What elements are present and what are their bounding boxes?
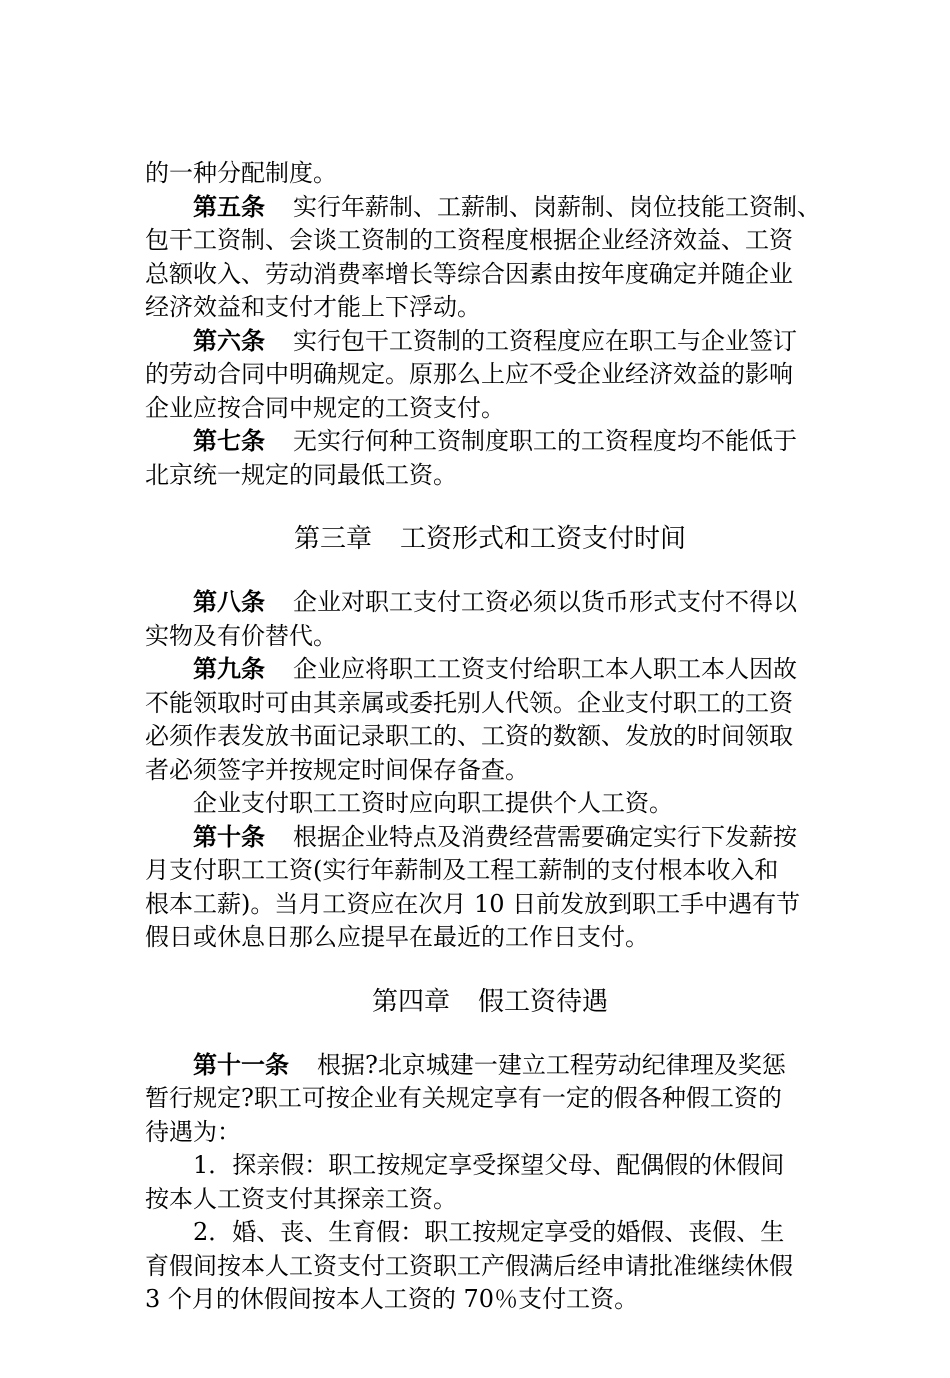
- article-8-first-line: [145, 586, 835, 620]
- text-line: 3 个月的休假间按本人工资的 70％支付工资。: [145, 1285, 639, 1313]
- article-text: 无实行何种工资制度职工的工资程度均不能低于: [293, 427, 797, 455]
- article-label: 第十条: [193, 822, 265, 851]
- text-line: 必须作表发放书面记录职工的、工资的数额、发放的时间领取: [145, 722, 793, 750]
- text-line: 假日或休息日那么应提早在最近的工作日支付。: [145, 923, 649, 951]
- chapter-title: 假工资待遇: [478, 986, 609, 1017]
- article-text: 根据企业特点及消费经营需要确定实行下发薪按: [293, 822, 797, 851]
- text-line: 待遇为：: [145, 1117, 241, 1146]
- text-line: 实物及有价替代。: [145, 621, 337, 650]
- article-label: 第六条: [193, 326, 265, 355]
- article-label: 第十一条: [193, 1050, 289, 1079]
- article-label: 第五条: [193, 192, 265, 221]
- list-item-1-first-line: 1．探亲假：职工按规定享受探望父母、配偶假的休假间: [193, 1151, 785, 1179]
- text-line: 不能领取时可由其亲属或委托别人代领。企业支付职工的工资: [145, 688, 793, 717]
- article-label: 第七条: [193, 427, 265, 455]
- text-line: 的劳动合同中明确规定。原那么上应不受企业经济效益的影响: [145, 360, 793, 388]
- text-line: 月支付职工工资(实行年薪制及工程工薪制的支付根本收入和: [145, 856, 779, 884]
- text-line: 育假间按本人工资支付工资职工产假满后经申请批准继续休假: [145, 1251, 793, 1280]
- article-text: 实行年薪制、工薪制、岗薪制、岗位技能工资制、: [293, 192, 821, 221]
- text-line: 根本工薪)。当月工资应在次月 10 日前发放到职工手中遇有节: [145, 889, 801, 918]
- text-line: 按本人工资支付其探亲工资。: [145, 1184, 457, 1213]
- text-line: 企业应按合同中规定的工资支付。: [145, 393, 505, 422]
- chapter-number: 第三章: [293, 524, 372, 554]
- text-line: 经济效益和支付才能上下浮动。: [145, 293, 481, 321]
- article-10-first-line: [145, 821, 835, 855]
- chapter-number: 第四章: [371, 986, 450, 1017]
- text-line: 暂行规定?职工可按企业有关规定享有一定的假各种假工资的: [145, 1084, 782, 1112]
- text-line: 北京统一规定的同最低工资。: [145, 460, 457, 489]
- text-line: 包干工资制、会谈工资制的工资程度根据企业经济效益、工资: [145, 226, 793, 254]
- chapter-4-heading: [145, 959, 835, 1045]
- article-text: 根据?北京城建一建立工程劳动纪律理及奖惩: [317, 1050, 786, 1079]
- article-5-first-line: [145, 191, 835, 225]
- text-line: 总额收入、劳动消费率增长等综合因素由按年度确定并随企业: [145, 259, 793, 288]
- text-line: 的一种分配制度。: [145, 159, 337, 187]
- article-11-first-line: [145, 1049, 835, 1083]
- paragraph-line: 企业支付职工工资时应向职工提供个人工资。: [193, 789, 673, 817]
- document-page: [145, 157, 835, 1317]
- text-line: 者必须签字并按规定时间保存备查。: [145, 755, 529, 784]
- list-item-2-first-line: 2．婚、丧、生育假：职工按规定享受的婚假、丧假、生: [193, 1218, 785, 1246]
- article-9-first-line: [145, 653, 835, 687]
- chapter-3-heading: [145, 496, 835, 582]
- article-label: 第八条: [193, 588, 265, 616]
- article-label: 第九条: [193, 655, 265, 683]
- article-text: 企业对职工支付工资必须以货币形式支付不得以: [293, 588, 797, 616]
- article-7-first-line: [145, 425, 835, 459]
- article-text: 企业应将职工工资支付给职工本人职工本人因故: [293, 655, 797, 683]
- article-6-first-line: [145, 325, 835, 359]
- article-text: 实行包干工资制的工资程度应在职工与企业签订: [293, 326, 797, 355]
- chapter-title: 工资形式和工资支付时间: [400, 524, 687, 554]
